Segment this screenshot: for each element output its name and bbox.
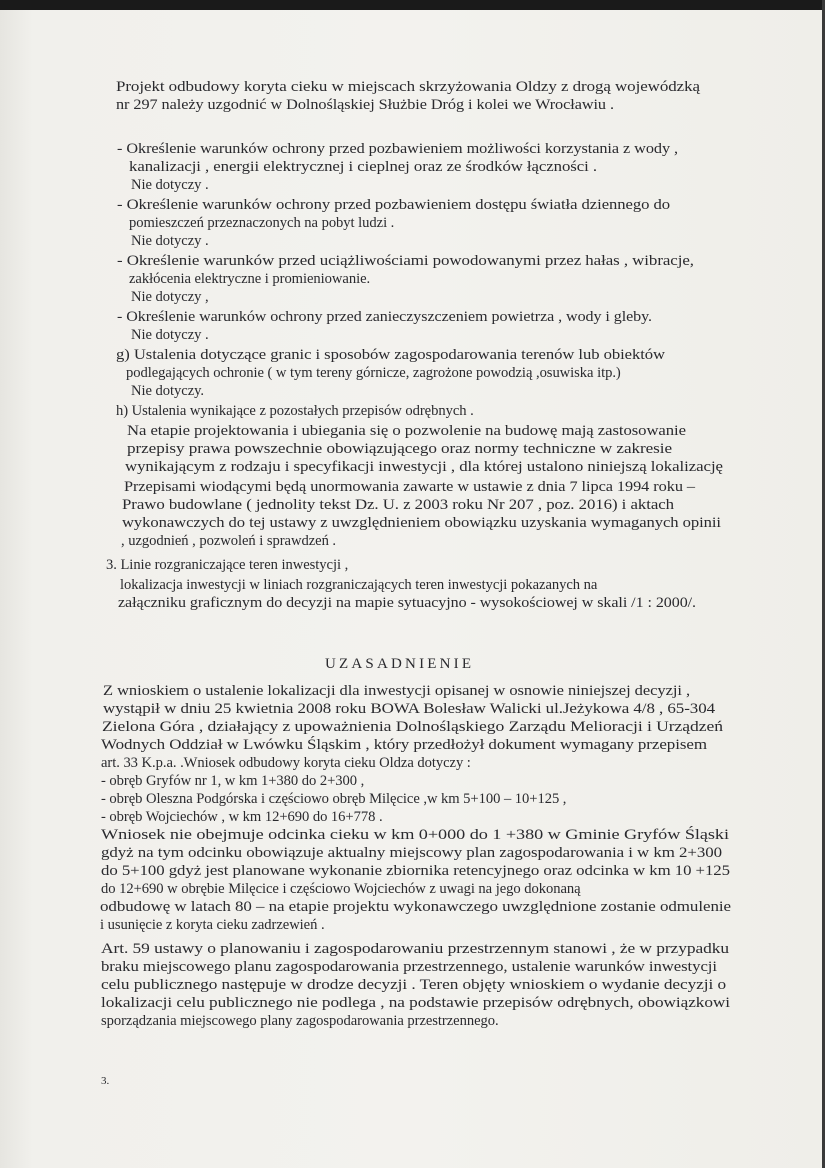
text-line: Na etapie projektowania i ubiegania się o pozwolenie na budowę mają zastosowanie	[127, 423, 686, 439]
text-line: Nie dotyczy ,	[131, 289, 209, 305]
page-number: 3.	[101, 1075, 110, 1087]
text-line: celu publicznego następuje w drodze decyzji . Teren objęty wnioskiem o wydanie decyzji o	[101, 977, 727, 993]
text-line: Nie dotyczy.	[131, 383, 205, 399]
text-line: Nie dotyczy .	[131, 327, 209, 343]
text-line: Prawo budowlane ( jednolity tekst Dz. U. z 2003 roku Nr 207 , poz. 2016) i aktach	[122, 497, 674, 513]
text-line: Wniosek nie obejmuje odcinka cieku w km 0+000 do 1 +380 w Gminie Gryfów Śląski	[101, 827, 729, 843]
text-line: załączniku graficznym do decyzji na mapie sytuacyjno - wysokościowej w skali /1 : 2000/.	[118, 595, 696, 611]
text-line: 3. Linie rozgraniczające teren inwestycji ,	[106, 557, 349, 573]
text-line: gdyż na tym odcinku obowiązuje aktualny miejscowy plan zagospodarowania i w km 2+300	[101, 845, 722, 861]
scan-top-edge	[0, 0, 825, 10]
text-line: sporządzania miejscowego plany zagospodarowania przestrzennego.	[101, 1013, 499, 1029]
text-line: - obręb Oleszna Podgórska i częściowo obręb Milęcice ,w km 5+100 – 10+125 ,	[101, 791, 567, 807]
text-line: - obręb Wojciechów , w km 12+690 do 16+778 .	[101, 809, 383, 825]
text-line: Zielona Góra , działający z upoważnienia Dolnośląskiego Zarządu Melioracji i Urządzeń	[102, 719, 723, 735]
text-line: pomieszczeń przeznaczonych na pobyt ludzi .	[129, 215, 395, 231]
text-line: wykonawczych do tej ustawy z uwzględnieniem obowiązku uzyskania wymaganych opinii	[122, 515, 721, 531]
text-line: do 12+690 w obrębie Milęcice i częściowo Wojciechów z uwagi na jego dokonaną	[101, 881, 581, 897]
text-line: lokalizacja inwestycji w liniach rozgraniczających teren inwestycji pokazanych na	[120, 577, 598, 593]
text-line: Wodnych Oddział w Lwówku Śląskim , który przedłożył dokument wymagany przepisem	[101, 737, 707, 753]
text-line: g) Ustalenia dotyczące granic i sposobów zagospodarowania terenów lub obiektów	[116, 347, 665, 363]
text-line: wynikającym z rodzaju i specyfikacji inwestycji , dla której ustalono niniejszą lokalizację	[125, 459, 723, 475]
text-line: Nie dotyczy .	[131, 233, 209, 249]
text-line: do 5+100 gdyż jest planowane wykonanie zbiornika retencyjnego oraz odcinka w km 10 +125	[101, 863, 731, 879]
text-line: kanalizacji , energii elektrycznej i cieplnej oraz ze środków łączności .	[129, 159, 597, 175]
text-line: - Określenie warunków ochrony przed pozbawieniem możliwości korzystania z wody ,	[117, 141, 679, 157]
text-line: Art. 59 ustawy o planowaniu i zagospodarowaniu przestrzennym stanowi , że w przypadku	[101, 941, 730, 957]
text-line: , uzgodnień , pozwoleń i sprawdzeń .	[121, 533, 337, 549]
text-line: przepisy prawa powszechnie obowiązującego oraz normy techniczne w zakresie	[127, 441, 673, 457]
text-line: - Określenie warunków przed uciążliwościami powodowanymi przez hałas , wibracje,	[117, 253, 694, 269]
text-line: odbudowę w latach 80 – na etapie projektu wykonawczego uwzględnione zostanie odmulenie	[100, 899, 731, 915]
text-line: Z wnioskiem o ustalenie lokalizacji dla inwestycji opisanej w osnowie niniejszej decyzji ,	[103, 683, 691, 699]
text-line: braku miejscowego planu zagospodarowania przestrzennego, ustalenie warunków inwestycji	[101, 959, 717, 975]
section-heading: UZASADNIENIE	[325, 656, 475, 672]
text-line: zakłócenia elektryczne i promieniowanie.	[129, 271, 371, 287]
text-line: - Określenie warunków ochrony przed zanieczyszczeniem powietrza , wody i gleby.	[117, 309, 653, 325]
text-line: - Określenie warunków ochrony przed pozbawieniem dostępu światła dziennego do	[117, 197, 670, 213]
text-line: Nie dotyczy .	[131, 177, 209, 193]
text-line: wystąpił w dniu 25 kwietnia 2008 roku BOWA Bolesław Walicki ul.Jeżykowa 4/8 , 65-304	[103, 701, 716, 717]
text-line: Przepisami wiodącymi będą unormowania zawarte w ustawie z dnia 7 lipca 1994 roku –	[124, 479, 696, 495]
text-line: i usunięcie z koryta cieku zadrzewień .	[100, 917, 325, 933]
text-line: podlegających ochronie ( w tym tereny górnicze, zagrożone powodzią ,osuwiska itp.)	[126, 365, 621, 381]
text-line: h) Ustalenia wynikające z pozostałych przepisów odrębnych .	[116, 403, 474, 419]
text-line: Projekt odbudowy koryta cieku w miejscach skrzyżowania Oldzy z drogą wojewódzką	[116, 79, 700, 95]
text-line: nr 297 należy uzgodnić w Dolnośląskiej Służbie Dróg i kolei we Wrocławiu .	[116, 97, 614, 113]
text-line: lokalizacji celu publicznego nie podlega , na podstawie przepisów odrębnych, obowiązkowi	[101, 995, 731, 1011]
text-line: - obręb Gryfów nr 1, w km 1+380 do 2+300 ,	[101, 773, 365, 789]
text-line: art. 33 K.p.a. .Wniosek odbudowy koryta cieku Oldza dotyczy :	[101, 755, 471, 771]
